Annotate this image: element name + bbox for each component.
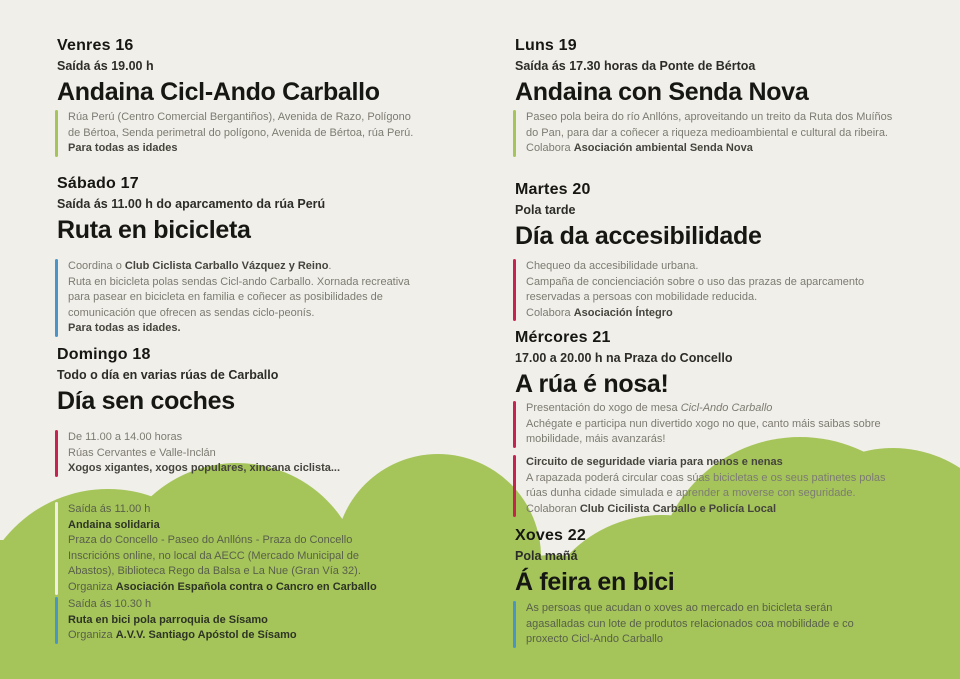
- description-line: Colabora Asociación ambiental Senda Nova: [526, 142, 753, 154]
- description-line: Ruta en bici pola parroquia de Sísamo: [68, 613, 268, 626]
- event-description: [55, 110, 413, 157]
- accent-bar: [55, 597, 58, 644]
- description-text: [526, 455, 886, 517]
- day-label: Martes 20: [515, 181, 591, 198]
- event-header-mercores21: [515, 328, 732, 399]
- event-title: Día sen coches: [57, 387, 235, 415]
- description-text: [526, 259, 864, 321]
- description-line: Achégate e participa nun divertido xogo no que, canto máis saibas sobre: [526, 417, 881, 430]
- event-subtitle: Saída ás 17.30 horas da Ponte de Bértoa: [515, 59, 756, 73]
- event-header-xoves22: [515, 526, 674, 597]
- description-line: comunicación que ofrecen as sendas ciclo-peonís.: [68, 306, 315, 319]
- event-subtitle: Saída ás 19.00 h: [57, 59, 154, 73]
- description-text: [526, 601, 854, 648]
- accent-bar: [513, 601, 516, 648]
- description-line: para pasear en bicicleta en familia e coñecer as posibilidades de: [68, 291, 383, 303]
- event-header-venres16: [57, 36, 380, 107]
- description-line: Andaina solidaria: [68, 518, 160, 531]
- accent-bar: [55, 259, 58, 337]
- day-label: Mércores 21: [515, 329, 611, 346]
- event-description-circuito: [513, 455, 886, 517]
- description-line: Praza do Concello - Paseo do Anllóns - Praza do Concello: [68, 534, 353, 546]
- accent-bar: [55, 430, 58, 477]
- description-line: Para todas as idades.: [68, 322, 181, 334]
- description-text: [68, 597, 297, 644]
- accent-bar: [513, 259, 516, 321]
- event-subtitle: Todo o día en varias rúas de Carballo: [57, 368, 279, 382]
- description-line: Campaña de concienciación sobre o uso das prazas de aparcamento: [526, 275, 865, 288]
- description-line: Coordina o Club Ciclista Carballo Vázquez y Reino.: [68, 260, 332, 272]
- accent-bar: [513, 401, 516, 448]
- description-line: Rúas Cervantes e Valle-Inclán: [68, 446, 216, 459]
- event-description: [55, 430, 340, 477]
- description-text: [68, 502, 377, 595]
- day-label: Sábado 17: [57, 175, 139, 192]
- description-line: Paseo pola beira do río Anllóns, aproveitando un treito da Ruta dos Muíños: [526, 111, 893, 123]
- accent-bar: [55, 110, 58, 157]
- description-text: [526, 110, 892, 157]
- description-line: Saída ás 10.30 h: [68, 598, 152, 610]
- event-description: [55, 259, 410, 337]
- event-title: Andaina Cicl-Ando Carballo: [57, 78, 380, 106]
- accent-bar: [513, 110, 516, 157]
- description-line: Abastos), Biblioteca Rego da Balsa e La Nue (Gran Vía 32).: [68, 565, 361, 577]
- day-label: Venres 16: [57, 37, 134, 54]
- event-description-ruta-sisamo: [55, 597, 297, 644]
- description-line: Presentación do xogo de mesa Cicl-Ando Carballo: [526, 402, 773, 414]
- event-subtitle: Pola tarde: [515, 203, 576, 217]
- day-label: Xoves 22: [515, 527, 586, 544]
- description-line: Colaboran Club Cicilista Carballo e Policía Local: [526, 502, 777, 515]
- description-text: [68, 259, 410, 337]
- description-line: Chequeo da accesibilidade urbana.: [526, 260, 699, 272]
- description-line: Para todas as idades: [68, 142, 178, 154]
- accent-bar: [513, 455, 516, 517]
- description-line: Xogos xigantes, xogos populares, xincana ciclista...: [68, 462, 341, 474]
- description-line: Inscricións online, no local da AECC (Mercado Municipal de: [68, 549, 360, 562]
- day-label: Domingo 18: [57, 346, 151, 363]
- day-label: Luns 19: [515, 37, 577, 54]
- description-line: de Bértoa, Senda perimetral do polígono, Avenida de Bértoa, rúa Perú.: [68, 126, 414, 139]
- description-line: mobilidade, máis avanzarás!: [526, 433, 666, 445]
- event-title: Andaina con Senda Nova: [515, 78, 809, 106]
- description-line: Organiza A.V.V. Santiago Apóstol de Sísamo: [68, 629, 297, 641]
- event-title: Día da accesibilidade: [515, 222, 762, 250]
- description-line: Ruta en bicicleta polas sendas Cicl-ando Carballo. Xornada recreativa: [68, 275, 410, 288]
- description-line: agasalladas cun lote de produtos relacionados coa mobilidade e co: [526, 617, 854, 630]
- event-description-andaina-solidaria: [55, 502, 377, 595]
- event-subtitle: Pola mañá: [515, 549, 578, 563]
- description-line: De 11.00 a 14.00 horas: [68, 431, 183, 443]
- description-line: reservadas a persoas con mobilidade reducida.: [526, 291, 758, 303]
- description-line: As persoas que acudan o xoves ao mercado en bicicleta serán: [526, 602, 833, 614]
- description-line: Colabora Asociación Íntegro: [526, 306, 673, 319]
- event-header-martes20: [515, 180, 762, 251]
- description-line: Rúa Perú (Centro Comercial Bergantiños), Avenida de Razo, Polígono: [68, 111, 411, 123]
- description-text: [68, 110, 413, 157]
- description-line: A rapazada poderá circular coas súas bicicletas e os seus patinetes polas: [526, 471, 886, 484]
- event-description: [513, 110, 892, 157]
- event-subtitle: Saída ás 11.00 h do aparcamento da rúa Perú: [57, 197, 326, 211]
- event-description: [513, 401, 881, 448]
- description-line: Saída ás 11.00 h: [68, 503, 151, 515]
- description-line: rúas dunha cidade simulada e aprender a moverse con seguridade.: [526, 487, 856, 499]
- event-title: A rúa é nosa!: [515, 370, 669, 398]
- event-header-domingo18: [57, 345, 278, 416]
- event-subtitle: 17.00 a 20.00 h na Praza do Concello: [515, 351, 733, 365]
- event-description: [513, 601, 854, 648]
- description-text: [68, 430, 340, 477]
- description-text: [526, 401, 881, 448]
- description-line: Circuito de seguridade viaria para nenos e nenas: [526, 456, 783, 468]
- event-description: [513, 259, 864, 321]
- event-title: Ruta en bicicleta: [57, 216, 251, 244]
- event-header-sabado17: [57, 174, 325, 245]
- description-line: proxecto Cicl-Ando Carballo: [526, 633, 663, 645]
- event-title: Á feira en bici: [515, 568, 675, 596]
- accent-bar: [55, 502, 58, 595]
- description-line: Organiza Asociación Española contra o Cancro en Carballo: [68, 580, 377, 593]
- event-header-luns19: [515, 36, 808, 107]
- description-line: do Pan, para dar a coñecer a riqueza medioambiental e cultural da ribeira.: [526, 126, 888, 139]
